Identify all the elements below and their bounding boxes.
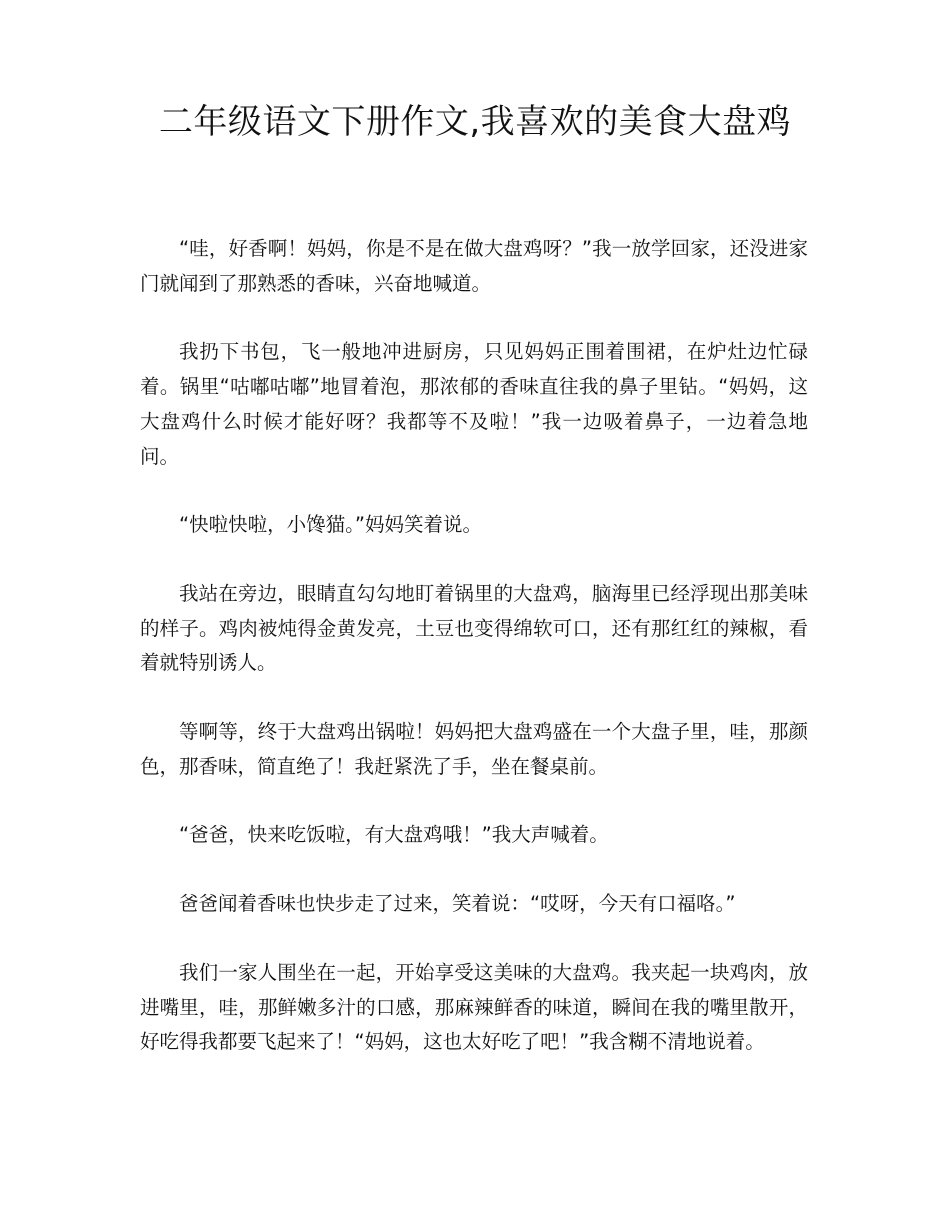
document-body [140, 232, 808, 1094]
paragraph-4: 我站在旁边，眼睛直勾勾地盯着锅里的大盘鸡，脑海里已经浮现出那美味的样子。鸡肉被炖得金黄发亮，土豆也变得绵软可口，还有那红红的辣椒，看着就特别诱人。 [140, 581, 808, 675]
paragraph-5: 等啊等，终于大盘鸡出锅啦！妈妈把大盘鸡盛在一个大盘子里，哇，那颜色，那香味，简直绝了！我赶紧洗了手，坐在餐桌前。 [140, 720, 808, 778]
paragraph-3: “快啦快啦，小馋猫。”妈妈笑着说。 [179, 513, 482, 537]
paragraph-7: 爸爸闻着香味也快步走了过来，笑着说：“哎呀，今天有口福咯。” [179, 892, 736, 916]
paragraph-8: 我们一家人围坐在一起，开始享受这美味的大盘鸡。我夹起一块鸡肉，放进嘴里，哇，那鲜嫩多汁的口感，那麻辣鲜香的味道，瞬间在我的嘴里散开，好吃得我都要飞起来了！“妈妈，这也太好吃了吧！”我含糊不清地说着。 [140, 960, 808, 1054]
paragraph-1: “哇，好香啊！妈妈，你是不是在做大盘鸡呀？”我一放学回家，还没进家门就闻到了那熟悉的香味，兴奋地喊道。 [140, 237, 808, 295]
paragraph-2: 我扔下书包，飞一般地冲进厨房，只见妈妈正围着围裙，在炉灶边忙碌着。锅里“咕嘟咕嘟”地冒着泡，那浓郁的香味直往我的鼻子里钻。“妈妈，这大盘鸡什么时候才能好呀？我都等不及啦！”我一边吸着鼻子，一边着急地问。 [140, 340, 808, 468]
document-title: 二年级语文下册作文,我喜欢的美食大盘鸡 [158, 102, 792, 142]
paragraph-6: “爸爸，快来吃饭啦，有大盘鸡哦！”我大声喊着。 [179, 823, 609, 847]
